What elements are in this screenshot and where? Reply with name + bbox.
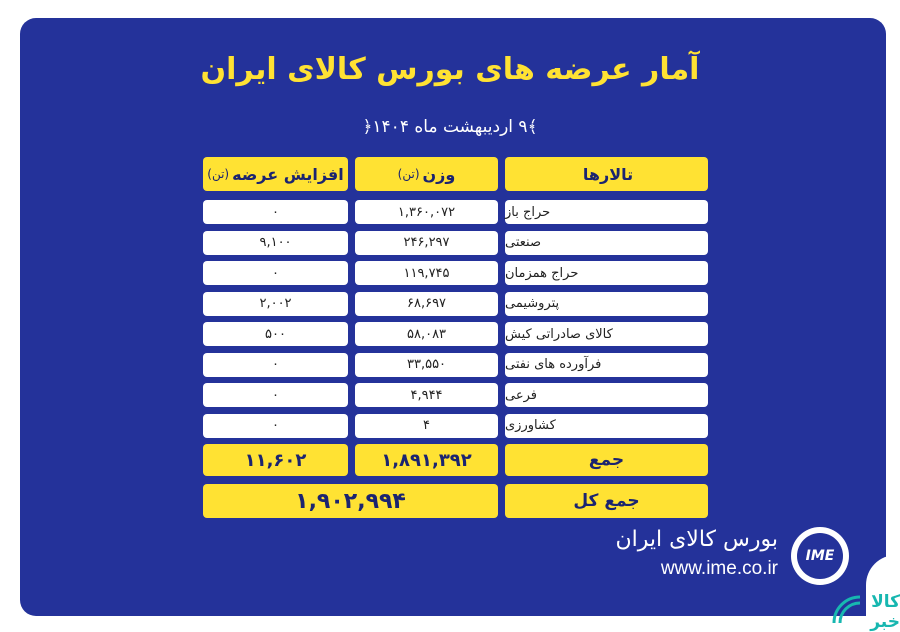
row-increase [203, 261, 348, 285]
grand-total-value-text: ۱,۹۰۲,۹۹۴ [295, 488, 406, 514]
row-hall-text: فرآورده های نفتی [505, 357, 602, 372]
column-header-hall [505, 157, 708, 191]
column-header-label: تالارها [582, 164, 634, 184]
total-increase-text: ۱۱,۶۰۲ [244, 449, 307, 471]
row-increase [203, 353, 348, 377]
row-hall-text: پتروشیمی [505, 296, 560, 311]
row-increase-text: ۰ [272, 387, 279, 403]
row-hall-text: فرعی [505, 387, 537, 403]
row-increase [203, 322, 348, 346]
row-increase-text: ۰ [272, 357, 279, 372]
brand-url[interactable]: www.ime.co.ir [660, 558, 778, 579]
row-weight [355, 231, 498, 255]
row-hall [505, 292, 708, 316]
row-weight [355, 383, 498, 407]
grand-total-value [203, 484, 498, 518]
watermark-text: کالا خبر [870, 592, 900, 632]
ime-logo [791, 527, 849, 585]
row-increase-text: ۰ [272, 204, 279, 220]
row-weight-text: ۲۴۶,۲۹۷ [403, 235, 450, 250]
row-hall [505, 414, 708, 438]
row-increase [203, 383, 348, 407]
ime-logo-text: IME [797, 533, 843, 579]
row-weight-text: ۱,۳۶۰,۰۷۲ [397, 204, 456, 220]
grand-total-label-text: جمع کل [573, 491, 640, 511]
row-weight [355, 414, 498, 438]
column-header-label: افزایش عرضه [232, 164, 344, 184]
column-header-unit: (تن) [397, 167, 420, 181]
row-hall-text: حراج باز [505, 204, 551, 220]
column-header-unit: (تن) [207, 167, 230, 181]
row-weight-text: ۵۸,۰۸۳ [406, 326, 447, 342]
row-hall-text: کالای صادراتی کیش [505, 326, 613, 342]
date-subtitle: ﴾۹ اردیبهشت ماه ۱۴۰۴﴿ [362, 117, 538, 137]
row-weight-text: ۴ [423, 418, 430, 433]
row-weight [355, 322, 498, 346]
total-increase [203, 444, 348, 476]
row-weight-text: ۱۱۹,۷۴۵ [403, 265, 450, 281]
row-hall [505, 231, 708, 255]
row-hall [505, 383, 708, 407]
row-increase-text: ۵۰۰ [265, 326, 286, 342]
row-increase-text: ۲,۰۰۲ [259, 296, 292, 311]
row-increase [203, 414, 348, 438]
row-weight [355, 261, 498, 285]
total-label [505, 444, 708, 476]
row-hall [505, 261, 708, 285]
column-header-increase [203, 157, 348, 191]
row-increase [203, 200, 348, 224]
total-weight [355, 444, 498, 476]
row-weight-text: ۶۸,۶۹۷ [406, 296, 447, 311]
row-hall [505, 353, 708, 377]
row-weight [355, 200, 498, 224]
row-increase [203, 292, 348, 316]
row-hall [505, 200, 708, 224]
row-increase-text: ۰ [272, 418, 279, 433]
row-hall-text: کشاورزی [505, 418, 556, 433]
row-weight-text: ۳۳,۵۵۰ [406, 357, 447, 372]
row-weight [355, 353, 498, 377]
page-title: آمار عرضه های بورس کالای ایران [200, 52, 700, 87]
total-label-text: جمع [588, 450, 625, 470]
row-weight-text: ۴,۹۴۴ [410, 387, 443, 403]
brand-name: بورس کالای ایران [615, 527, 778, 552]
row-weight [355, 292, 498, 316]
column-header-weight [355, 157, 498, 191]
row-increase [203, 231, 348, 255]
row-hall [505, 322, 708, 346]
row-hall-text: حراج همزمان [505, 265, 579, 281]
row-increase-text: ۹,۱۰۰ [259, 235, 292, 250]
row-hall-text: صنعتی [505, 235, 541, 250]
column-header-label: وزن [422, 164, 456, 184]
row-increase-text: ۰ [272, 265, 279, 281]
total-weight-text: ۱,۸۹۱,۳۹۲ [381, 449, 472, 471]
grand-total-label [505, 484, 708, 518]
